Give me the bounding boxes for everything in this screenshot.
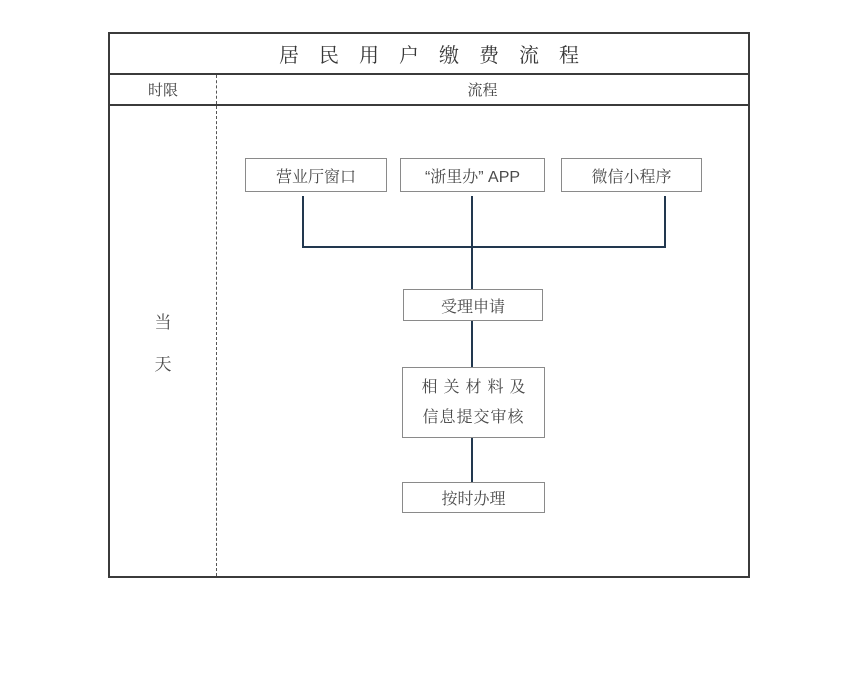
flowchart-canvas bbox=[217, 106, 748, 576]
node-materials-review-line2: 信息提交审核 bbox=[422, 408, 525, 426]
node-wechat-mini-program: 微信小程序 bbox=[561, 158, 702, 192]
time-limit-cell bbox=[110, 106, 217, 576]
process-table bbox=[108, 32, 750, 578]
node-accept-application: 受理申请 bbox=[403, 289, 543, 321]
header-cell-time-limit: 时限 bbox=[110, 75, 217, 104]
page-title: 居民用户缴费流程 bbox=[279, 45, 599, 67]
connector-review-to-complete bbox=[471, 438, 473, 483]
time-limit-char-1: 当 bbox=[154, 312, 172, 332]
node-materials-review bbox=[402, 367, 545, 438]
node-zheliban-app: “浙里办” APP bbox=[400, 158, 545, 192]
title-row bbox=[110, 34, 748, 75]
connector-stub-middle bbox=[471, 196, 473, 290]
header-cell-process: 流程 bbox=[467, 82, 498, 99]
connector-stub-left bbox=[302, 196, 304, 248]
node-materials-review-line1: 相关材料及 bbox=[421, 378, 532, 396]
table-body bbox=[110, 106, 748, 576]
connector-collector-line bbox=[302, 246, 666, 248]
node-business-hall-window: 营业厅窗口 bbox=[245, 158, 387, 192]
connector-stub-right bbox=[664, 196, 666, 248]
connector-accept-to-review bbox=[471, 321, 473, 368]
node-process-on-time: 按时办理 bbox=[402, 482, 545, 513]
table-header-row bbox=[110, 75, 748, 106]
time-limit-char-2: 天 bbox=[154, 354, 172, 374]
